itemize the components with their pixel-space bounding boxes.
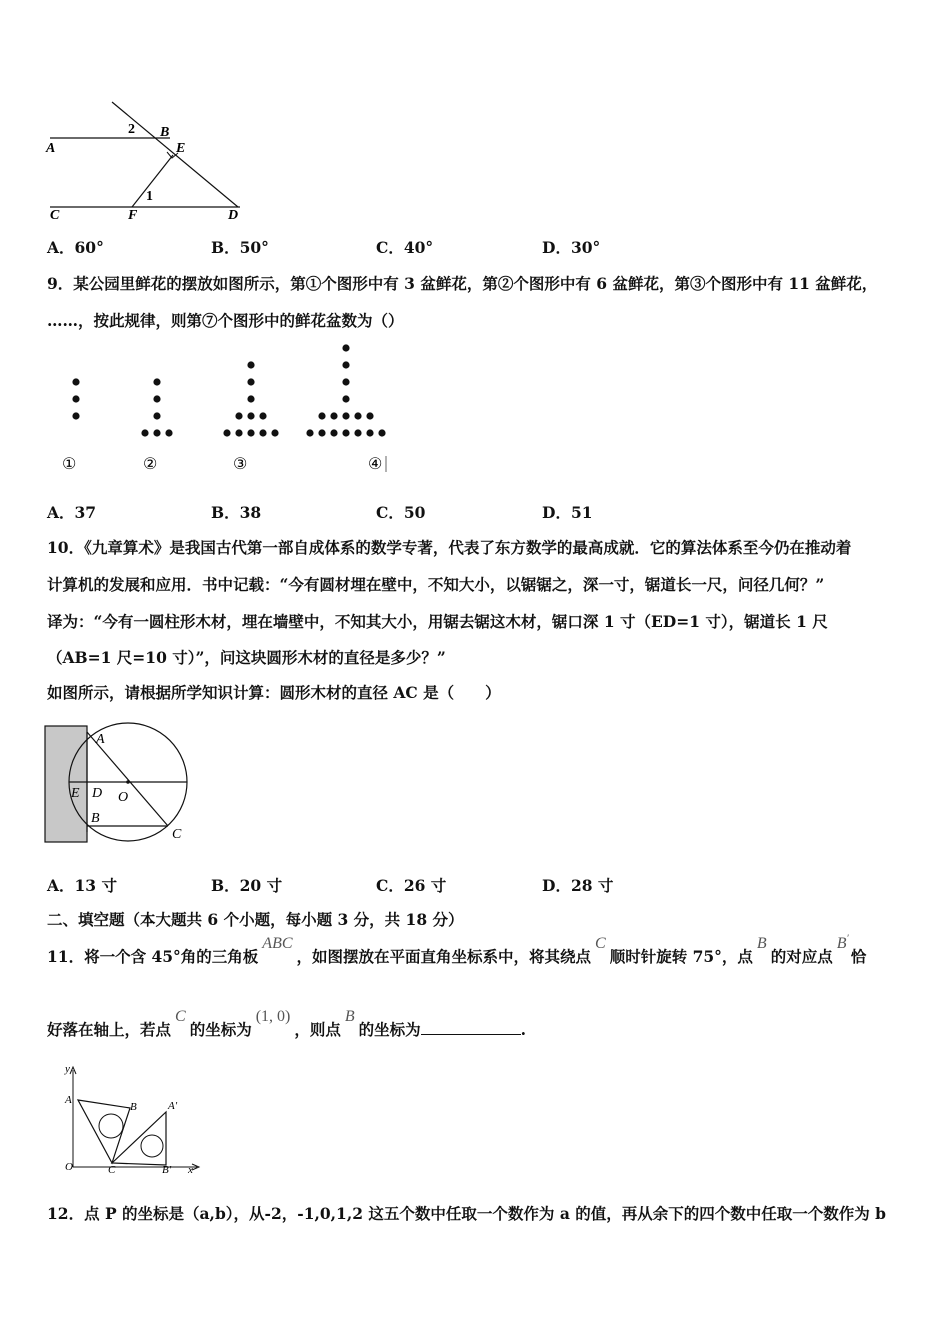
label-a: A (96, 732, 105, 747)
q10-option-c: C．26 寸 (376, 876, 447, 895)
pattern-label-1: ① (62, 456, 77, 473)
q11-part1: 11．将一个含 45°角的三角板 (47, 947, 259, 966)
q11-part5: 恰 (850, 947, 867, 966)
pattern-2 (141, 378, 172, 436)
q11-part9: 的坐标为 (358, 1020, 421, 1039)
label-c: C (108, 1164, 116, 1176)
q9-text-line2: ……，按此规律，则第⑦个图形中的鲜花盆数为（） (47, 311, 404, 330)
label-b-prime: B′ (162, 1164, 172, 1176)
q11-answer-blank[interactable] (421, 1020, 521, 1035)
label-x: x (188, 1164, 193, 1176)
label-e: E (176, 141, 186, 156)
label-b: B (91, 811, 100, 826)
q10-text-line2: 计算机的发展和应用．书中记载：“今有圆材埋在壁中，不知大小，以锯锯之，深一寸，锯道长一尺，问径几何？” (47, 575, 825, 594)
label-c: C (50, 208, 60, 223)
label-angle2: 2 (128, 122, 135, 137)
q11-math-b-prime: B′ (836, 933, 849, 952)
pattern-label-2: ② (143, 456, 158, 473)
label-angle1: 1 (146, 189, 153, 204)
q9-option-a: A．37 (47, 503, 97, 522)
q11-math-c: C (595, 935, 606, 952)
q11-part2: ，如图摆放在平面直角坐标系中，将其绕点 (296, 947, 592, 966)
q11-figure (60, 1062, 210, 1177)
q10-text-line3: 译为：“今有一圆柱形木材，埋在墙壁中，不知其大小，用锯去锯这木材，锯口深 1 寸（ED=1 寸），锯道长 1 尺 (47, 612, 828, 631)
q9-option-c: C．50 (376, 503, 426, 522)
center-point (126, 780, 130, 784)
label-b: B (130, 1101, 137, 1113)
pattern-4 (306, 344, 385, 436)
q9-text-line1: 9．某公园里鲜花的摆放如图所示，第①个图形中有 3 盆鲜花，第②个图形中有 6 盆鲜花，第③个图形中有 11 盆鲜花， (47, 274, 878, 293)
pattern-label-3: ③ (233, 456, 248, 473)
q11-text-line1 (47, 933, 866, 973)
label-a: A (65, 1094, 72, 1106)
q8-figure (40, 95, 260, 225)
label-d: D (92, 786, 103, 801)
q8-option-d: D．30° (542, 238, 601, 257)
incircle-rotated (141, 1135, 163, 1157)
label-b: B (160, 125, 170, 140)
q12-text-line1: 12．点 P 的坐标是（a,b），从-2，-1,0,1,2 这五个数中任取一个数作为 a 的值，再从余下的四个数中任取一个数作为 b (47, 1204, 886, 1223)
q11-text-line2 (47, 1006, 526, 1046)
incircle-abc (99, 1114, 123, 1138)
q11-math-b: B (756, 935, 767, 952)
q9-option-d: D．51 (542, 503, 593, 522)
q11-math-b3: B (344, 1008, 355, 1025)
label-c: C (172, 827, 182, 842)
q11-part3: 顺时针旋转 75°，点 (609, 947, 753, 966)
q8-option-a: A．60° (47, 238, 104, 257)
q11-math-abc: ABC (262, 935, 293, 952)
q11-math-coord: (1, 0) (255, 1008, 291, 1025)
q11-part7: 的坐标为 (189, 1020, 252, 1039)
pattern-1 (72, 378, 79, 419)
q10-text-line5: 如图所示，请根据所学知识计算：圆形木材的直径 AC 是（ ） (47, 683, 501, 702)
q10-text-line4: （AB=1 尺=10 寸）”，问这块圆形木材的直径是多少？” (47, 648, 446, 667)
q10-option-a: A．13 寸 (47, 876, 117, 895)
label-o: O (118, 790, 129, 805)
pattern-label-4: ④ (368, 456, 383, 473)
label-a: A (46, 141, 56, 156)
label-y: y (65, 1063, 70, 1075)
q8-option-c: C．40° (376, 238, 434, 257)
q8-option-b: B．50° (211, 238, 269, 257)
q10-option-b: B．20 寸 (211, 876, 283, 895)
wall (45, 726, 87, 842)
q10-option-d: D．28 寸 (542, 876, 614, 895)
q10-text-line1: 10．《九章算术》是我国古代第一部自成体系的数学专著，代表了东方数学的最高成就．它的算法体系至今仍在推动着 (47, 538, 852, 557)
q9-figure (45, 338, 445, 478)
q11-part10: . (520, 1020, 527, 1039)
q11-part6: 好落在轴上，若点 (47, 1020, 172, 1039)
label-o: O (65, 1161, 73, 1173)
q10-figure (44, 718, 204, 850)
section2-heading: 二、填空题（本大题共 6 个小题，每小题 3 分，共 18 分） (47, 910, 464, 929)
pattern-3 (223, 361, 278, 436)
label-a-prime: A′ (168, 1100, 178, 1112)
label-e: E (71, 786, 80, 801)
label-d: D (228, 208, 239, 223)
q11-math-c2: C (175, 1008, 186, 1025)
label-f: F (128, 208, 138, 223)
line-transversal (112, 102, 238, 207)
q11-part8: ，则点 (294, 1020, 341, 1039)
q9-option-b: B．38 (211, 503, 262, 522)
q11-part4: 的对应点 (770, 947, 833, 966)
